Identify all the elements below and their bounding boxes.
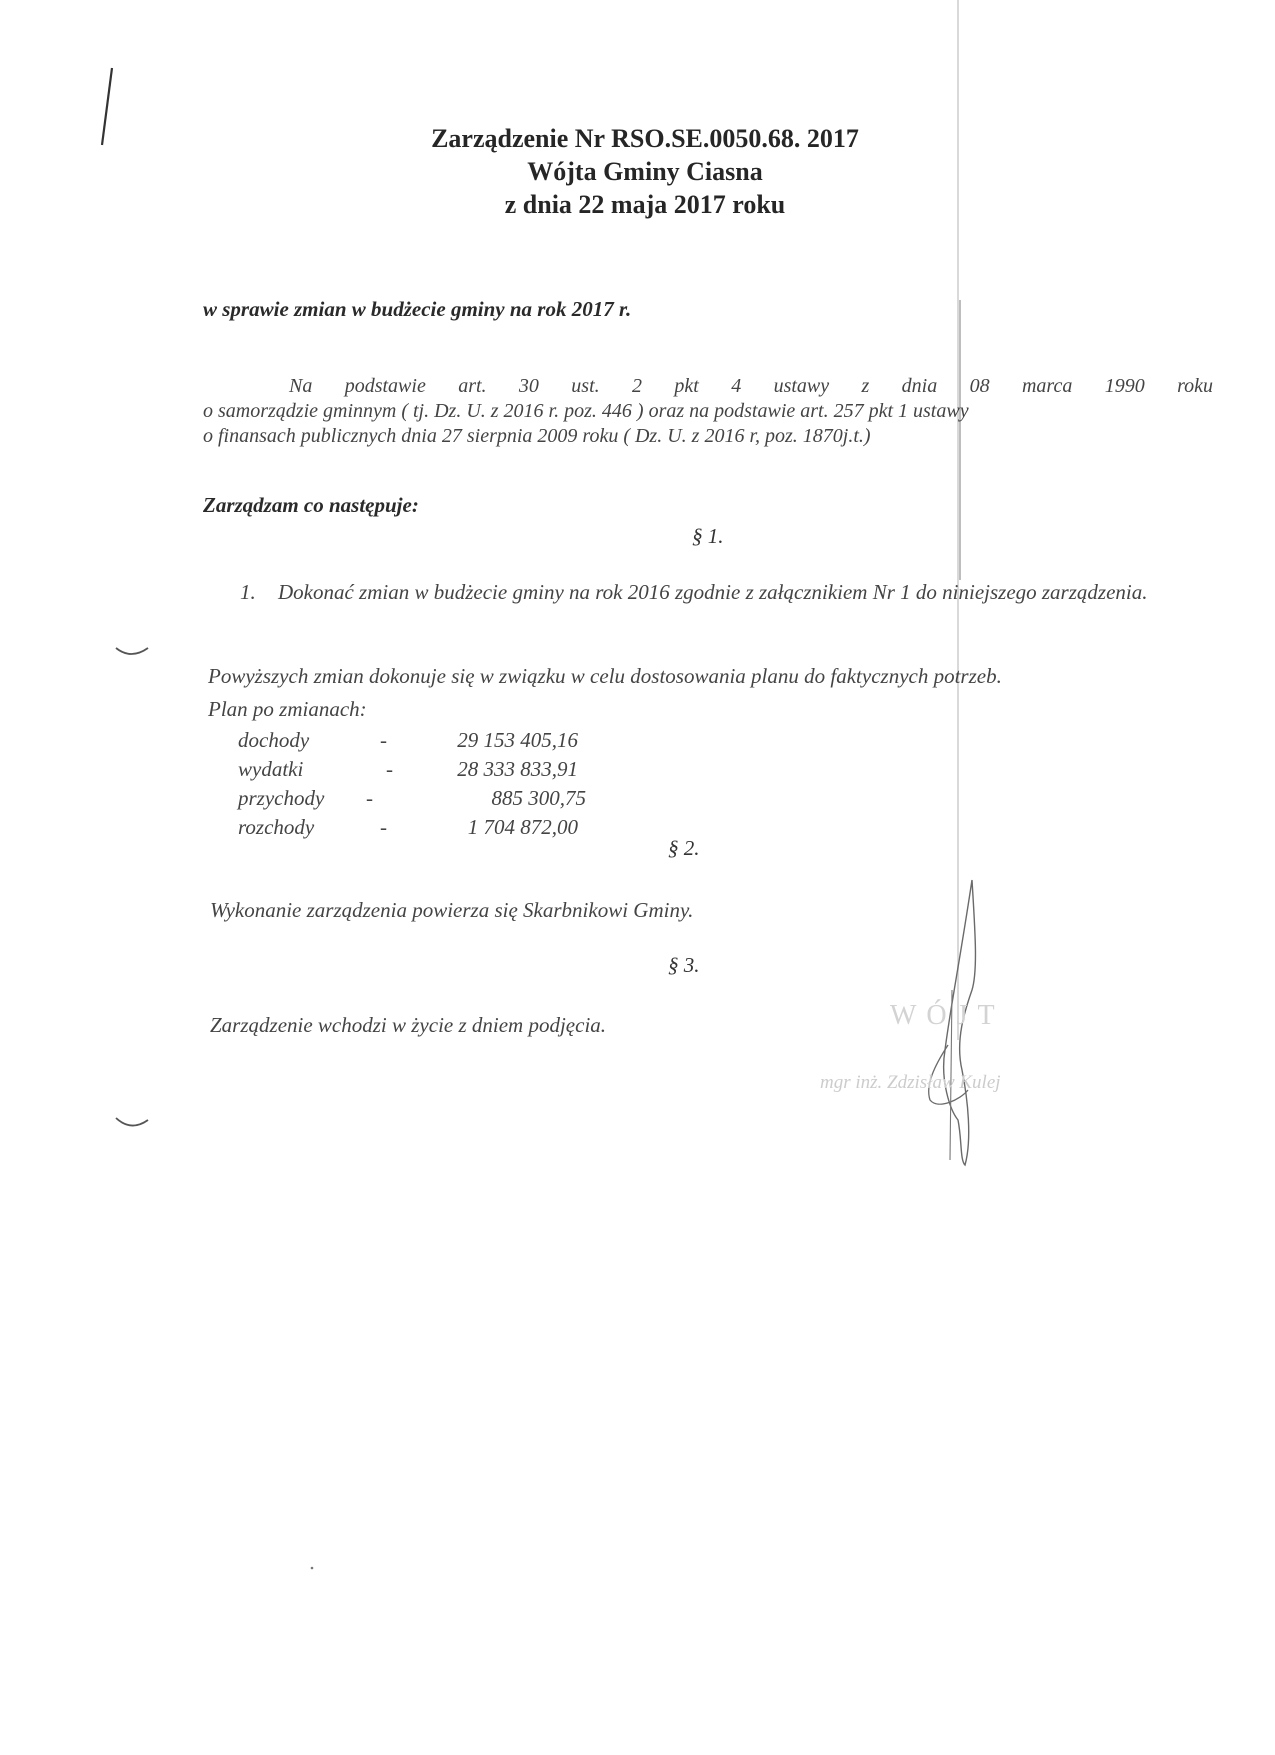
section-3-heading: § 3.: [668, 953, 700, 977]
title-line-3: z dnia 22 maja 2017 roku: [504, 190, 786, 219]
plan-row-dash: -: [380, 728, 387, 752]
plan-row-dash: -: [366, 786, 373, 810]
legal-basis-line-3: o finansach publicznych dnia 27 sierpnia 2009 roku ( Dz. U. z 2016 r, poz. 1870j.t.): [203, 425, 871, 447]
execution-text: Wykonanie zarządzenia powierza się Skarbnikowi Gminy.: [210, 898, 694, 922]
document-title: [320, 122, 970, 221]
list-item-text: Dokonać zmian w budżecie gminy na rok 2016 zgodnie z załącznikiem Nr 1 do niniejszego zarządzenia.: [278, 580, 1148, 604]
scan-speck: [311, 1567, 314, 1570]
plan-row: [238, 815, 638, 844]
punch-hole-mark: [116, 648, 148, 654]
punch-hole-mark: [116, 1118, 148, 1126]
plan-row-label: przychody: [238, 786, 325, 810]
plan-row-value: 28 333 833,91: [457, 757, 578, 781]
effective-text: Zarządzenie wchodzi w życie z dniem podjęcia.: [210, 1013, 607, 1037]
document-subject: w sprawie zmian w budżecie gminy na rok 2017 r.: [203, 297, 632, 321]
plan-row-label: dochody: [238, 728, 310, 752]
stamp-name: mgr inż. Zdzisław Kulej: [820, 1072, 1001, 1093]
plan-row: [238, 757, 638, 786]
title-line-2: Wójta Gminy Ciasna: [527, 157, 763, 186]
list-item-number: 1.: [240, 580, 256, 604]
section-2-heading: § 2.: [668, 836, 700, 860]
official-stamp: [820, 1000, 1080, 1120]
plan-row-value: 885 300,75: [491, 786, 586, 810]
ordering-heading: Zarządzam co następuje:: [203, 493, 419, 517]
stamp-title: WÓJT: [890, 1000, 1005, 1031]
plan-row-value: 29 153 405,16: [457, 728, 578, 752]
plan-row-label: wydatki: [238, 757, 304, 781]
plan-row-label: rozchody: [238, 815, 315, 839]
plan-row: [238, 786, 638, 815]
plan-row-dash: -: [386, 757, 393, 781]
legal-basis-line-1: Na podstawie art. 30 ust. 2 pkt 4 ustawy z dnia 08 marca 1990 roku: [289, 375, 1213, 397]
plan-row-value: 1 704 872,00: [467, 815, 578, 839]
list-item: [240, 578, 1220, 606]
legal-basis: [203, 374, 1213, 449]
legal-basis-line-2: o samorządzie gminnym ( tj. Dz. U. z 2016 r. poz. 446 ) oraz na podstawie art. 257 pkt 1 ustawy: [203, 400, 969, 422]
plan-row: [238, 728, 638, 757]
title-line-1: Zarządzenie Nr RSO.SE.0050.68. 2017: [431, 124, 859, 153]
plan-label: Plan po zmianach:: [208, 697, 367, 721]
section-1-heading: § 1.: [692, 524, 724, 548]
plan-row-dash: -: [380, 815, 387, 839]
reason-text: Powyższych zmian dokonuje się w związku w celu dostosowania planu do faktycznych potrzeb.: [208, 664, 1002, 688]
margin-mark: [102, 68, 112, 145]
